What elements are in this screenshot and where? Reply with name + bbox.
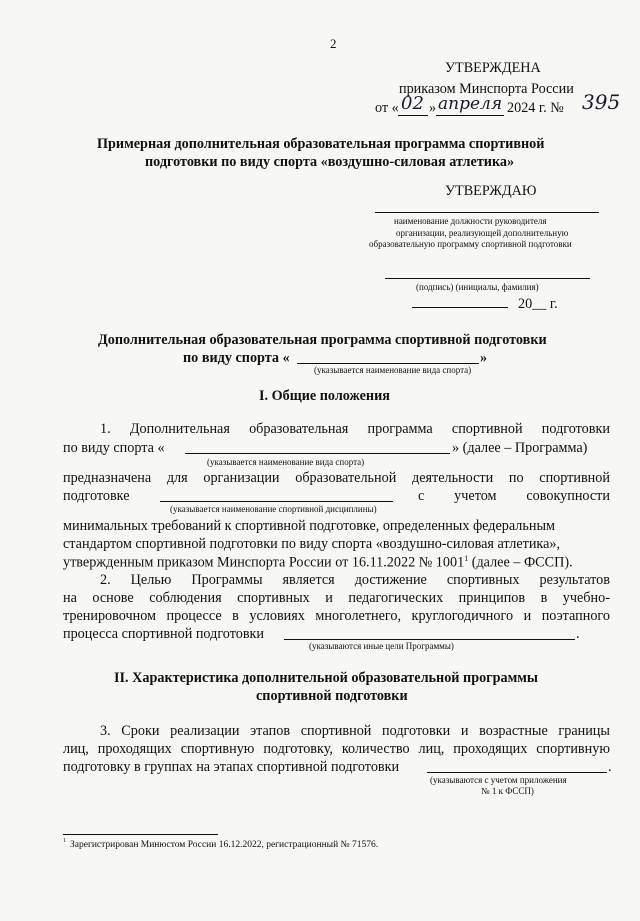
main-title-line-2: подготовки по виду спорта «воздушно-силовая атлетика» (145, 154, 515, 170)
p1-line-6: стандартом спортивной подготовки по виду спорта «воздушно-силовая атлетика», (63, 536, 561, 552)
page-number: 2 (330, 36, 337, 51)
p3-line-3-end: . (608, 759, 612, 775)
signature-line (385, 278, 590, 279)
p1-line-1: 1. Дополнительная образовательная программа спортивной подготовки (100, 421, 610, 437)
date-year: 20__ г. (518, 296, 558, 312)
approval-from: от « (375, 100, 399, 116)
program-title-close: » (480, 350, 488, 366)
p2-line-2: на основе соблюдения спортивных и педагогических принципов в учебно- (63, 590, 610, 606)
p1-line-7: утвержденным приказом Минспорта России от 16.11.2022 № 1001$^1$ (далее – ФССП). (63, 554, 573, 571)
p1-line-2-suffix: » (далее – Программа) (452, 440, 588, 456)
section-1-heading: I. Общие положения (259, 388, 390, 404)
footnote-ref: 1 (464, 554, 469, 563)
p2-line-4-end: . (576, 626, 580, 642)
approval-number: 395 (582, 90, 621, 114)
position-caption-3: образовательную программу спортивной подготовки (369, 239, 572, 249)
date-line (412, 307, 508, 308)
p3-line-2: лиц, проходящих спортивную подготовку, количество лиц, проходящих спортивную (63, 741, 610, 757)
main-title-line-1: Примерная дополнительная образовательная программа спортивной (97, 136, 545, 152)
p1-line-5: минимальных требований к спортивной подготовке, определенных федеральным (63, 518, 555, 534)
p1-line-4-left: подготовке (63, 488, 130, 504)
p1-discipline-caption: (указывается наименование спортивной дисциплины) (170, 504, 377, 514)
position-caption-2: организации, реализующей дополнительную (396, 228, 569, 238)
p1-sport-line (185, 453, 450, 454)
p2-line-3: тренировочном процессе в условиях многолетнего, круглогодичного и поэтапного (63, 608, 610, 624)
p1-sport-caption: (указывается наименование вида спорта) (207, 457, 365, 467)
program-title-line-1: Дополнительная образовательная программа спортивной подготовки (98, 332, 547, 348)
position-caption-1: наименование должности руководителя (394, 216, 547, 226)
p3-caption-2: № 1 к ФССП) (481, 786, 534, 796)
footnote-mark: 1 (63, 838, 66, 844)
p1-line-2-prefix: по виду спорта « (63, 440, 165, 456)
program-sport-line (297, 363, 479, 364)
p2-line-1: 2. Целью Программы является достижение спортивных результатов (100, 572, 610, 588)
approve-label: УТВЕРЖДАЮ (445, 183, 537, 199)
approval-title: УТВЕРЖДЕНА (445, 60, 541, 76)
approval-month: апреля (438, 94, 503, 114)
p2-goals-caption: (указываются иные цели Программы) (309, 641, 454, 651)
approval-month-line (436, 115, 504, 116)
approval-day-line (398, 115, 428, 116)
p3-line-1: 3. Сроки реализации этапов спортивной подготовки и возрастные границы (100, 723, 610, 739)
p3-line-3-prefix: подготовку в группах на этапах спортивной подготовки (63, 759, 400, 775)
section-2-heading-line-2: спортивной подготовки (256, 688, 408, 704)
signature-caption: (подпись) (инициалы, фамилия) (416, 282, 539, 292)
p1-discipline-line (160, 501, 393, 502)
p2-line-4-prefix: процесса спортивной подготовки (63, 626, 265, 642)
p1-line-4-right: с учетом совокупности (418, 488, 610, 504)
position-line (375, 212, 599, 213)
approval-day-close: » (429, 100, 437, 116)
p3-age-line (427, 772, 607, 773)
p2-goals-line (284, 639, 575, 640)
program-sport-caption: (указывается наименование вида спорта) (314, 365, 472, 375)
footnote-separator (63, 834, 218, 835)
program-title-line-2: по виду спорта « (183, 350, 290, 366)
approval-day: 02 (401, 93, 424, 114)
p1-line-3: предназначена для организации образовательной деятельности по спортивной (63, 470, 610, 486)
footnote-text: Зарегистрирован Минюстом России 16.12.2022, регистрационный № 71576. (70, 840, 379, 850)
p3-caption-1: (указываются с учетом приложения (430, 775, 567, 785)
approval-order: приказом Минспорта России (399, 81, 574, 97)
section-2-heading-line-1: II. Характеристика дополнительной образовательной программы (114, 670, 539, 686)
approval-year: 2024 г. № (507, 100, 564, 116)
